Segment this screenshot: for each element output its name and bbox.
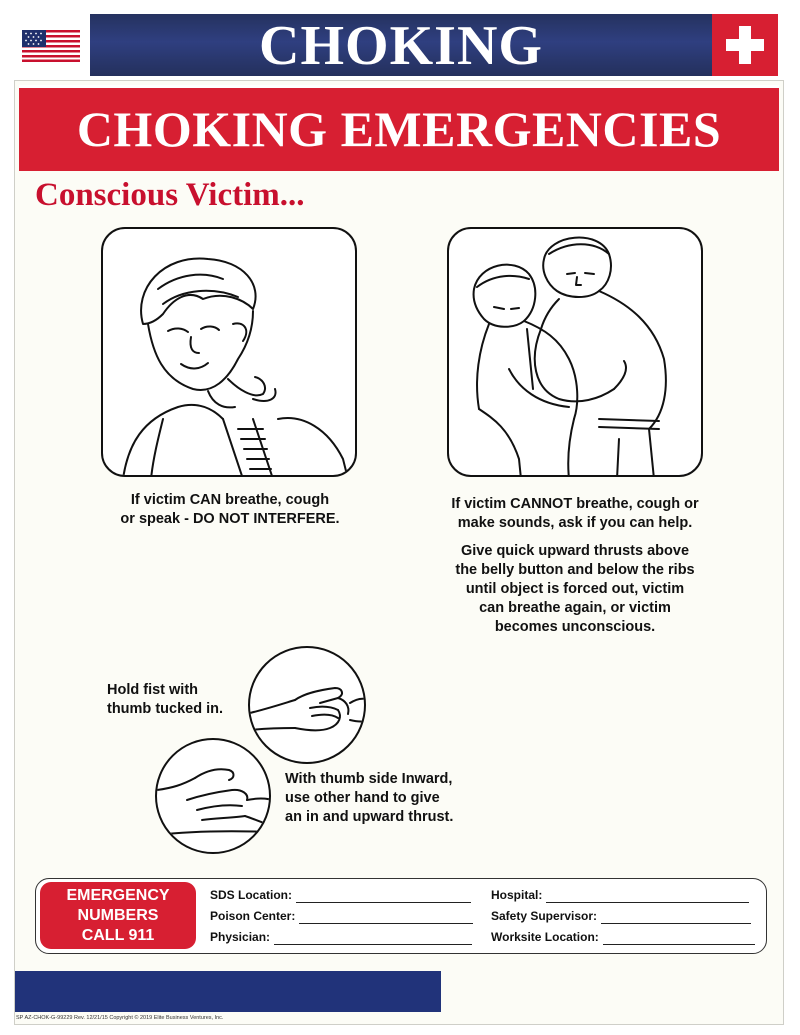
safety-supervisor-line[interactable] bbox=[601, 912, 751, 924]
emergency-heading bbox=[40, 882, 196, 949]
caption-line: Give quick upward thrusts above bbox=[460, 543, 690, 559]
coughing-illustration bbox=[101, 227, 357, 477]
worksite-location-label: Worksite Location: bbox=[491, 930, 599, 944]
caption-line: thumb tucked in. bbox=[107, 701, 223, 717]
emergency-heading-line: NUMBERS bbox=[77, 907, 159, 924]
abdominal-thrust-illustration bbox=[447, 227, 703, 477]
fist-illustration bbox=[248, 646, 366, 764]
physician-line[interactable] bbox=[274, 933, 472, 945]
caption-thrusts bbox=[425, 542, 725, 637]
caption-line: make sounds, ask if you can help. bbox=[457, 515, 693, 531]
caption-line: or speak - DO NOT INTERFERE. bbox=[120, 511, 340, 527]
physician-field[interactable] bbox=[210, 929, 472, 945]
caption-fist bbox=[107, 681, 223, 719]
sds-location-field[interactable] bbox=[210, 887, 471, 903]
main-title-band bbox=[19, 85, 779, 171]
safety-supervisor-label: Safety Supervisor: bbox=[491, 909, 598, 923]
worksite-location-field[interactable] bbox=[491, 929, 755, 945]
hospital-label: Hospital: bbox=[491, 888, 543, 902]
safety-supervisor-field[interactable] bbox=[491, 908, 751, 924]
caption-line: With thumb side Inward, bbox=[285, 771, 453, 787]
sds-location-line[interactable] bbox=[296, 891, 471, 903]
caption-line: until object is forced out, victim bbox=[465, 581, 685, 597]
caption-line: If victim CAN breathe, cough bbox=[130, 492, 330, 508]
caption-line: can breathe again, or victim bbox=[479, 600, 671, 616]
copyright-footnote: SP AZ-CHOK-G-99229 Rev. 12/21/15 Copyright © 2019 Elite Business Ventures, Inc. bbox=[16, 1015, 224, 1021]
caption-thrust-hand bbox=[285, 770, 453, 827]
sds-location-label: SDS Location: bbox=[210, 888, 293, 902]
emergency-numbers-box bbox=[35, 878, 767, 954]
caption-cannot-breathe bbox=[425, 495, 725, 533]
emergency-heading-line: EMERGENCY bbox=[66, 887, 170, 904]
worksite-location-line[interactable] bbox=[603, 933, 755, 945]
caption-line: use other hand to give bbox=[285, 790, 440, 806]
hospital-line[interactable] bbox=[546, 891, 749, 903]
caption-line: the belly button and below the ribs bbox=[455, 562, 695, 578]
caption-line: becomes unconscious. bbox=[494, 619, 656, 635]
physician-label: Physician: bbox=[210, 930, 271, 944]
header-title: CHOKING bbox=[259, 15, 543, 77]
poison-center-field[interactable] bbox=[210, 908, 473, 924]
section-title: Conscious Victim... bbox=[35, 177, 305, 213]
caption-can-breathe bbox=[95, 491, 365, 529]
caption-line: an in and upward thrust. bbox=[285, 809, 454, 825]
poison-center-label: Poison Center: bbox=[210, 909, 296, 923]
bottom-blue-band bbox=[15, 971, 441, 1012]
us-flag-icon bbox=[22, 30, 80, 62]
poison-center-line[interactable] bbox=[299, 912, 473, 924]
emergency-heading-line: CALL 911 bbox=[81, 927, 155, 944]
first-aid-cross-icon bbox=[712, 14, 778, 76]
caption-line: If victim CANNOT breathe, cough or bbox=[451, 496, 699, 512]
header-band bbox=[90, 14, 712, 76]
hospital-field[interactable] bbox=[491, 887, 749, 903]
main-title: CHOKING EMERGENCIES bbox=[76, 101, 722, 157]
poster bbox=[14, 80, 784, 1025]
caption-line: Hold fist with bbox=[107, 682, 199, 698]
hand-over-fist-illustration bbox=[155, 738, 271, 854]
